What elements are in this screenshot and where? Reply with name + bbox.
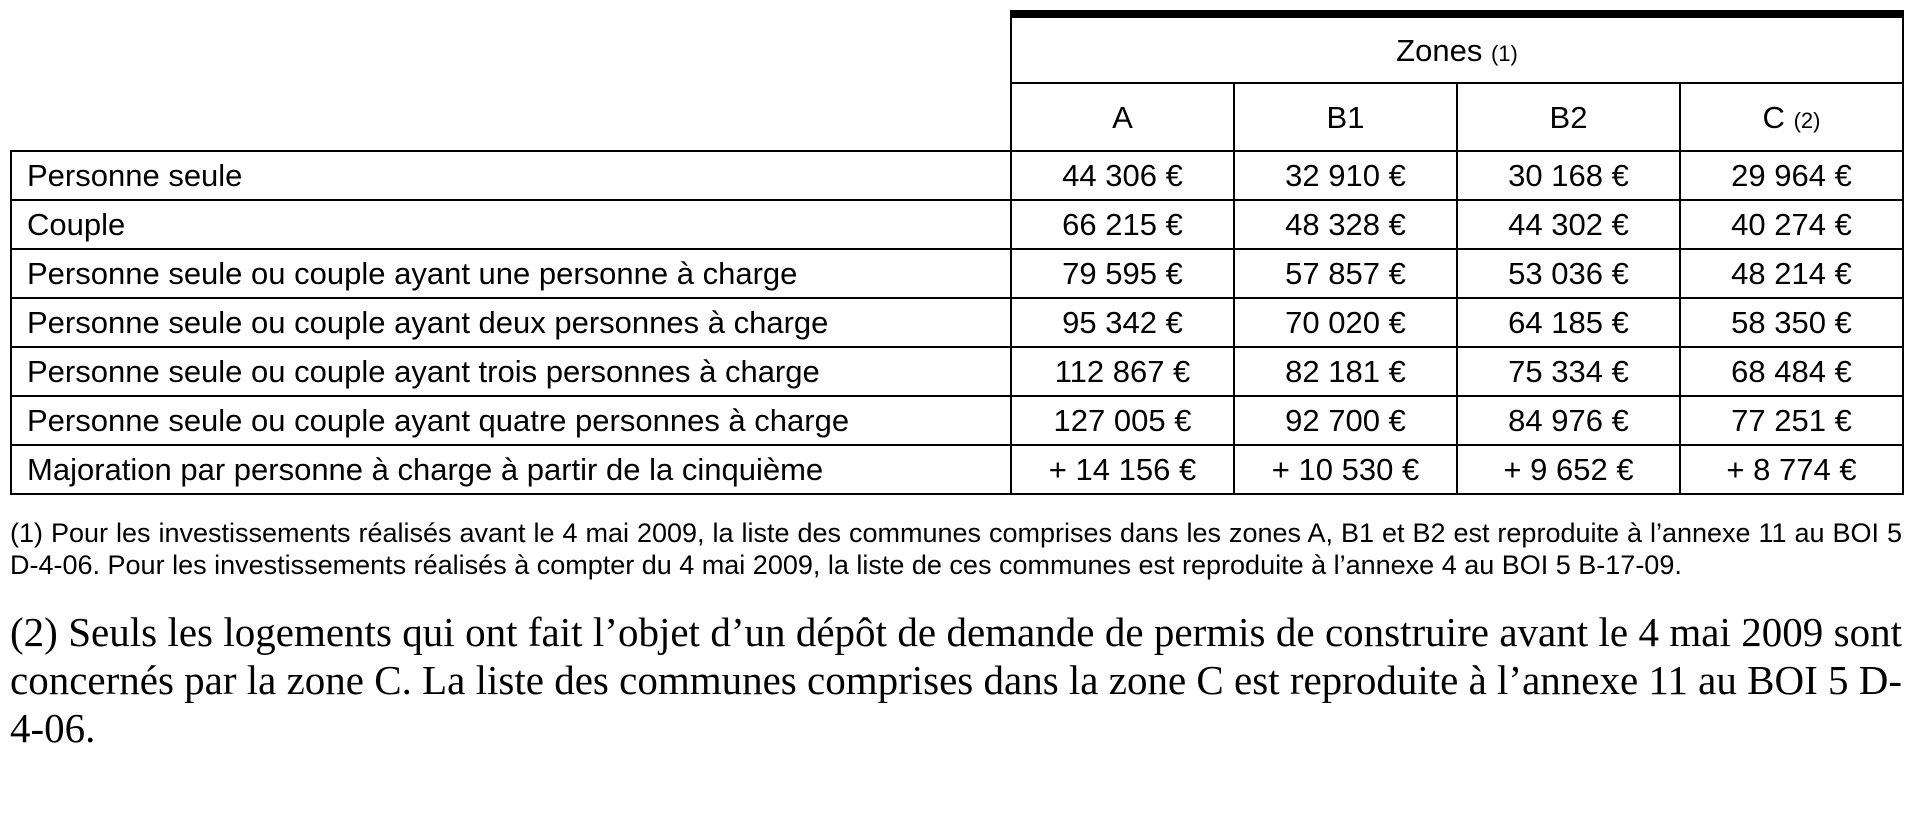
row-label: Personne seule ou couple ayant trois personnes à charge	[11, 347, 1011, 396]
zones-header-cell	[1011, 14, 1903, 83]
value-cell: + 10 530 €	[1234, 445, 1457, 494]
value-cell: 92 700 €	[1234, 396, 1457, 445]
table-row	[11, 151, 1903, 200]
value-cell: 44 302 €	[1457, 200, 1680, 249]
row-label: Personne seule ou couple ayant deux personnes à charge	[11, 298, 1011, 347]
value-cell: 127 005 €	[1011, 396, 1234, 445]
zone-column-header	[1680, 83, 1903, 151]
footnote-1: (1) Pour les investissements réalisés avant le 4 mai 2009, la liste des communes comprises dans les zones A, B1 et B2 est reproduite à l’annexe 11 au BOI 5 D-4-06. Pour les investissements réalisés à compter du 4 mai 2009, la liste de ces communes est reproduite à l’annexe 4 au BOI 5 B-17-09.	[10, 518, 1902, 580]
value-cell: 30 168 €	[1457, 151, 1680, 200]
value-cell: 48 214 €	[1680, 249, 1903, 298]
zone-note-ref: (2)	[1793, 107, 1821, 133]
value-cell: 79 595 €	[1011, 249, 1234, 298]
table-row	[11, 249, 1903, 298]
table-row	[11, 445, 1903, 494]
zone-letter: A	[1112, 99, 1133, 135]
zone-letter: B2	[1549, 99, 1588, 135]
value-cell: 64 185 €	[1457, 298, 1680, 347]
income-ceiling-table	[10, 10, 1904, 495]
value-cell: 82 181 €	[1234, 347, 1457, 396]
table-row	[11, 200, 1903, 249]
zone-letter: B1	[1326, 99, 1365, 135]
value-cell: 57 857 €	[1234, 249, 1457, 298]
value-cell: + 9 652 €	[1457, 445, 1680, 494]
table-row	[11, 347, 1903, 396]
value-cell: 32 910 €	[1234, 151, 1457, 200]
row-label: Personne seule ou couple ayant quatre personnes à charge	[11, 396, 1011, 445]
table-row	[11, 396, 1903, 445]
value-cell: 70 020 €	[1234, 298, 1457, 347]
row-label: Personne seule	[11, 151, 1011, 200]
value-cell: + 8 774 €	[1680, 445, 1903, 494]
table-row	[11, 298, 1903, 347]
value-cell: 68 484 €	[1680, 347, 1903, 396]
value-cell: + 14 156 €	[1011, 445, 1234, 494]
blank-corner-cell	[11, 83, 1011, 151]
document-page	[10, 10, 1902, 793]
value-cell: 66 215 €	[1011, 200, 1234, 249]
blank-corner-cell	[11, 14, 1011, 83]
value-cell: 44 306 €	[1011, 151, 1234, 200]
value-cell: 53 036 €	[1457, 249, 1680, 298]
value-cell: 84 976 €	[1457, 396, 1680, 445]
zone-column-header	[1457, 83, 1680, 151]
zone-column-header	[1011, 83, 1234, 151]
value-cell: 77 251 €	[1680, 396, 1903, 445]
zone-column-header	[1234, 83, 1457, 151]
row-label: Majoration par personne à charge à partir de la cinquième	[11, 445, 1011, 494]
zone-letter: C	[1762, 99, 1785, 135]
row-label: Personne seule ou couple ayant une personne à charge	[11, 249, 1011, 298]
zones-note-ref: (1)	[1490, 40, 1518, 66]
row-label: Couple	[11, 200, 1011, 249]
value-cell: 58 350 €	[1680, 298, 1903, 347]
zones-header-text: Zones	[1396, 32, 1483, 68]
value-cell: 75 334 €	[1457, 347, 1680, 396]
value-cell: 112 867 €	[1011, 347, 1234, 396]
zones-header-row	[11, 14, 1903, 83]
zone-letters-row	[11, 83, 1903, 151]
value-cell: 48 328 €	[1234, 200, 1457, 249]
value-cell: 95 342 €	[1011, 298, 1234, 347]
value-cell: 40 274 €	[1680, 200, 1903, 249]
value-cell: 29 964 €	[1680, 151, 1903, 200]
footnote-2: (2) Seuls les logements qui ont fait l’objet d’un dépôt de demande de permis de construire avant le 4 mai 2009 sont concernés par la zone C. La liste des communes comprises dans la zone C est reproduite à l’annexe 11 au BOI 5 D-4-06.	[10, 609, 1902, 751]
